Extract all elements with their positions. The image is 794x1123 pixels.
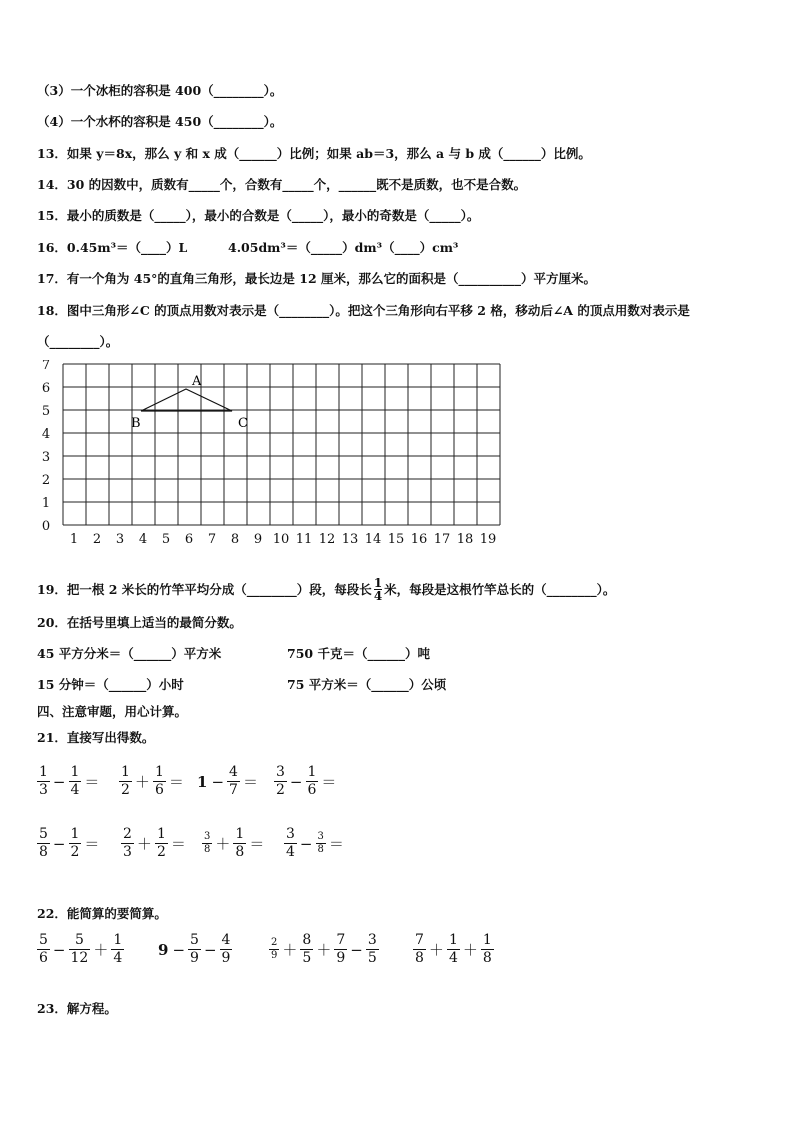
x-axis-tick-label: 9 [253, 532, 263, 547]
question-18-answer-blank: （________）。 [37, 334, 119, 349]
math-expression [197, 764, 260, 799]
operator: ＋ [93, 941, 109, 959]
fraction [153, 764, 166, 799]
x-axis-tick-label: 14 [364, 532, 382, 547]
question-13: 13．如果 y＝8x，那么 y 和 x 成（______）比例；如果 ab＝3，那么 a 与 b 成（______）比例。 [37, 146, 591, 161]
fraction-numerator: 1 [235, 826, 245, 842]
fraction-numerator: 5 [39, 826, 48, 842]
fraction-denominator: 6 [39, 950, 48, 966]
fraction-numerator: 1 [154, 764, 164, 780]
operator: ＝ [249, 835, 265, 853]
question-19-text-start: 19．把一根 2 米长的竹竿平均分成（________）段，每段长 [37, 581, 372, 597]
vertex-label-b: B [131, 416, 141, 431]
question-19-text-end: 米，每段是这根竹竿总长的（________）。 [384, 581, 616, 597]
math-expression [36, 826, 101, 861]
fraction-denominator: 2 [276, 782, 285, 798]
vertex-label-a: A [192, 374, 202, 389]
fraction [155, 826, 168, 861]
x-axis-tick-label: 3 [115, 532, 125, 547]
operator: − [52, 834, 66, 853]
fraction-denominator: 3 [123, 844, 132, 860]
fraction-denominator: 8 [235, 844, 245, 860]
operator: ＋ [428, 941, 444, 959]
question-12-part-4: （4）一个水杯的容积是 450（________）。 [37, 114, 283, 129]
question-20-item-b: 750 千克＝（______）吨 [287, 646, 430, 661]
operator: ＝ [242, 773, 258, 791]
fraction-denominator: 7 [229, 782, 238, 798]
fraction [37, 826, 50, 861]
fraction [121, 826, 134, 861]
fraction [269, 937, 279, 962]
math-expression [283, 826, 346, 861]
x-axis-tick-label: 13 [341, 532, 359, 547]
fraction [316, 831, 326, 856]
coordinate-grid [28, 360, 508, 550]
y-axis-tick-label: 1 [41, 496, 51, 511]
fraction-numerator: 1 [70, 764, 80, 780]
fraction-numerator: 1 [373, 576, 383, 590]
fraction-denominator: 6 [154, 782, 164, 798]
operator: − [172, 940, 186, 959]
fraction-denominator: 4 [448, 950, 458, 966]
fraction-denominator: 4 [113, 950, 123, 966]
fraction-denominator: 2 [70, 844, 80, 860]
x-axis-tick-label: 5 [161, 532, 171, 547]
math-expression [120, 826, 188, 861]
operator: ＋ [136, 835, 152, 853]
triangle-abc [131, 374, 248, 431]
fraction-denominator: 8 [482, 950, 492, 966]
math-expression [412, 932, 495, 967]
fraction [233, 826, 246, 861]
fraction-denominator: 5 [367, 950, 377, 966]
fraction [274, 764, 287, 799]
fraction-denominator: 9 [221, 950, 231, 966]
operator: − [203, 940, 217, 959]
operator: − [299, 834, 313, 853]
fraction-numerator: 1 [70, 826, 80, 842]
question-20: 20．在括号里填上适当的最简分数。 [37, 615, 242, 630]
question-15: 15．最小的质数是（_____），最小的合数是（_____），最小的奇数是（_____）。 [37, 208, 480, 223]
fraction-denominator: 12 [70, 950, 89, 966]
x-axis-tick-label: 11 [295, 532, 313, 547]
question-17: 17．有一个角为 45°的直角三角形，最长边是 12 厘米，那么它的面积是（__________）平方厘米。 [37, 271, 596, 286]
x-axis-tick-label: 16 [410, 532, 428, 547]
operator: − [52, 940, 66, 959]
operator: ＝ [328, 835, 344, 853]
math-expression [201, 826, 266, 861]
question-14: 14．30 的因数中，质数有_____个，合数有_____个，______既不是质数，也不是合数。 [37, 177, 527, 192]
operator: ＝ [321, 773, 337, 791]
fraction [69, 932, 91, 967]
fraction-numerator: 1 [448, 932, 458, 948]
x-axis-tick-label: 12 [318, 532, 336, 547]
fraction [227, 764, 240, 799]
x-axis-tick-label: 10 [272, 532, 290, 547]
question-21: 21．直接写出得数。 [37, 730, 155, 745]
fraction-numerator: 4 [229, 764, 238, 780]
grid-lines [63, 364, 500, 525]
fraction [220, 932, 233, 967]
fraction-denominator: 2 [156, 844, 166, 860]
fraction-denominator: 8 [415, 950, 424, 966]
y-axis-tick-label: 3 [41, 450, 51, 465]
question-18: 18．图中三角形∠C 的顶点用数对表示是（________）。把这个三角形向右平移 2 格，移动后∠A 的顶点用数对表示是 [37, 303, 690, 318]
question-16-part-b: 4.05dm³＝（_____）dm³（____）cm³ [228, 240, 459, 255]
operator: ＋ [282, 941, 298, 959]
fraction-numerator: 3 [276, 764, 285, 780]
math-expression [268, 932, 380, 967]
fraction-denominator: 4 [70, 782, 80, 798]
fraction [37, 932, 50, 967]
operator: ＝ [168, 773, 184, 791]
section-4-heading: 四、注意审题，用心计算。 [37, 704, 188, 719]
x-axis-tick-label: 1 [69, 532, 79, 547]
y-axis-tick-label: 7 [41, 360, 51, 373]
fraction-numerator: 5 [39, 932, 48, 948]
fraction-denominator: 9 [336, 950, 346, 966]
y-axis-tick-label: 2 [41, 473, 51, 488]
operator: ＋ [134, 773, 150, 791]
y-axis-tick-label: 0 [41, 519, 51, 534]
y-axis-tick-label: 4 [41, 427, 51, 442]
operator: ＝ [84, 773, 100, 791]
fraction-denominator: 8 [39, 844, 48, 860]
question-20-item-a: 45 平方分米＝（______）平方米 [37, 646, 222, 661]
fraction [284, 826, 297, 861]
fraction [188, 932, 201, 967]
fraction-numerator: 1 [39, 764, 48, 780]
operator: − [211, 772, 225, 791]
fraction [119, 764, 132, 799]
y-axis-tick-label: 5 [41, 404, 51, 419]
fraction-numerator: 1 [113, 932, 123, 948]
operator: ＋ [316, 941, 332, 959]
fraction-denominator: 9 [190, 950, 199, 966]
operator: ＝ [84, 835, 100, 853]
fraction-denominator: 4 [373, 589, 383, 603]
y-axis-tick-label: 6 [41, 381, 51, 396]
question-22: 22．能简算的要简算。 [37, 906, 167, 921]
fraction [69, 764, 82, 799]
fraction-numerator: 2 [123, 826, 132, 842]
question-23: 23．解方程。 [37, 1001, 117, 1016]
fraction [202, 831, 212, 856]
fraction-numerator: 3 [367, 932, 377, 948]
fraction-denominator: 8 [204, 844, 211, 855]
operator: − [350, 940, 363, 959]
fraction-denominator: 6 [307, 782, 317, 798]
question-19 [37, 577, 615, 602]
question-12-part-3: （3）一个冰柜的容积是 400（________）。 [37, 83, 283, 98]
fraction-denominator: 4 [286, 844, 295, 860]
fraction-numerator: 1 [156, 826, 166, 842]
x-axis-tick-label: 15 [387, 532, 405, 547]
fraction-numerator: 7 [415, 932, 424, 948]
x-axis-tick-label: 18 [456, 532, 474, 547]
x-axis-tick-label: 17 [433, 532, 451, 547]
fraction [69, 826, 82, 861]
fraction [481, 932, 494, 967]
x-axis-labels [70, 532, 496, 547]
fraction [306, 764, 319, 799]
fraction-numerator: 1 [482, 932, 492, 948]
fraction-denominator: 2 [121, 782, 130, 798]
fraction [300, 932, 313, 967]
fraction-numerator: 5 [74, 932, 84, 948]
x-axis-tick-label: 2 [92, 532, 102, 547]
operator: ＋ [462, 941, 478, 959]
math-expression [273, 764, 338, 799]
question-20-item-c: 15 分钟＝（______）小时 [37, 677, 184, 692]
vertex-label-c: C [238, 416, 248, 431]
x-axis-tick-label: 7 [207, 532, 217, 547]
fraction-numerator: 7 [336, 932, 346, 948]
fraction-numerator: 2 [271, 937, 278, 948]
fraction-numerator: 4 [221, 932, 231, 948]
math-expression [118, 764, 186, 799]
y-axis-labels [42, 360, 50, 534]
fraction [37, 764, 50, 799]
fraction [334, 932, 347, 967]
fraction-numerator: 8 [302, 932, 312, 948]
operator: ＝ [170, 835, 186, 853]
operator: ＋ [215, 835, 231, 853]
fraction-denominator: 5 [302, 950, 312, 966]
question-16-part-a: 16．0.45m³＝（____）L [37, 240, 188, 255]
fraction [413, 932, 426, 967]
question-20-item-d: 75 平方米＝（______）公顷 [287, 677, 447, 692]
fraction-numerator: 3 [204, 831, 211, 842]
fraction-numerator: 3 [317, 831, 324, 842]
fraction-numerator: 1 [307, 764, 317, 780]
x-axis-tick-label: 19 [479, 532, 497, 547]
fraction-denominator: 3 [39, 782, 48, 798]
x-axis-tick-label: 4 [138, 532, 148, 547]
fraction [366, 932, 379, 967]
integer: 9 [158, 940, 169, 959]
integer: 1 [197, 772, 208, 791]
fraction-numerator: 5 [190, 932, 199, 948]
fraction [111, 932, 124, 967]
operator: − [289, 772, 303, 791]
fraction-one-quarter [374, 577, 382, 602]
fraction-numerator: 1 [121, 764, 130, 780]
math-expression [36, 932, 125, 967]
fraction-numerator: 3 [286, 826, 295, 842]
x-axis-tick-label: 8 [230, 532, 240, 547]
fraction-denominator: 8 [317, 844, 324, 855]
fraction [447, 932, 460, 967]
operator: − [52, 772, 66, 791]
fraction-denominator: 9 [271, 950, 278, 961]
math-expression [36, 764, 101, 799]
math-expression [158, 932, 233, 967]
x-axis-tick-label: 6 [184, 532, 194, 547]
